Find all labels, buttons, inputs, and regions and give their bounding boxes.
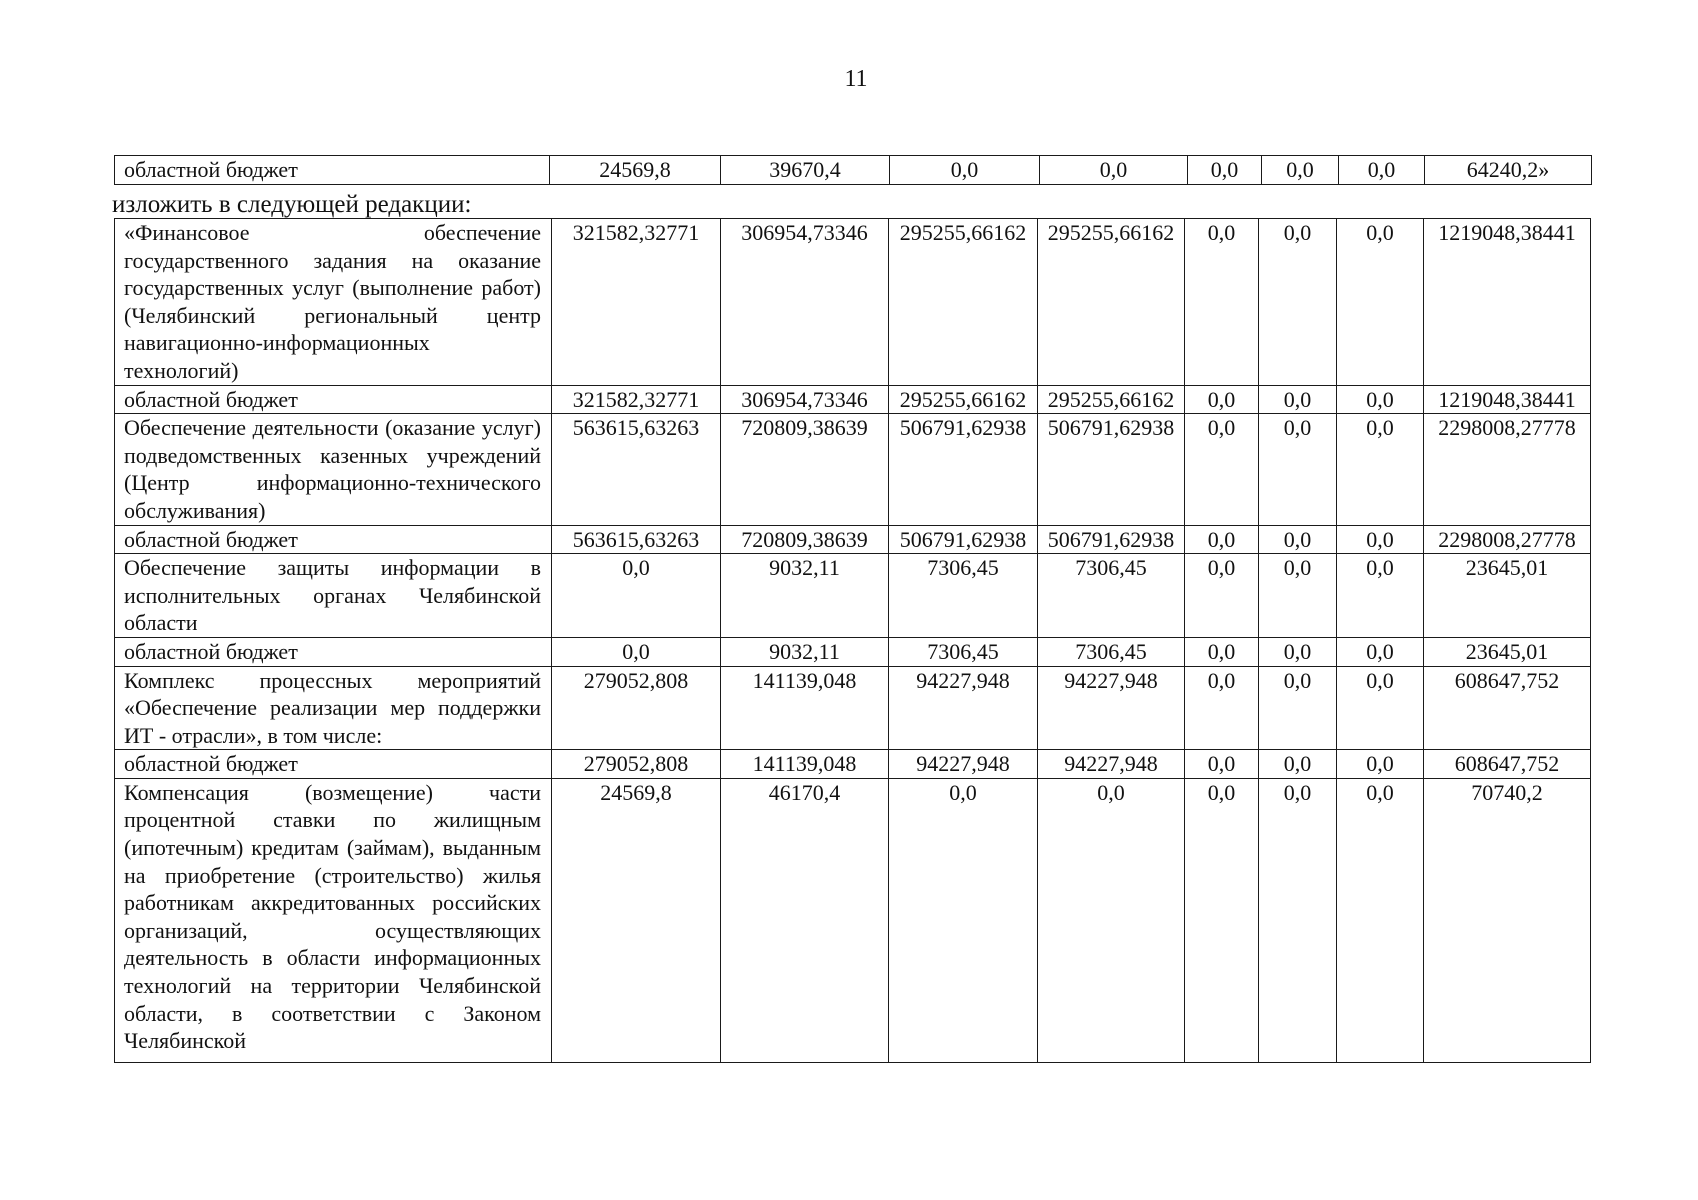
row-label: областной бюджет	[115, 750, 552, 779]
value-cell: 506791,62938	[1038, 525, 1185, 554]
value-cell: 295255,66162	[889, 219, 1038, 386]
amendment-phrase: изложить в следующей редакции:	[112, 191, 472, 218]
value-cell: 0,0	[1185, 637, 1259, 666]
value-cell: 24569,8	[550, 156, 721, 185]
value-cell: 39670,4	[721, 156, 890, 185]
value-cell: 506791,62938	[889, 525, 1038, 554]
budget-row	[115, 525, 1591, 554]
value-cell: 506791,62938	[889, 414, 1038, 525]
value-cell: 0,0	[1337, 414, 1424, 525]
value-cell: 0,0	[1259, 414, 1337, 525]
value-cell: 608647,752	[1424, 750, 1591, 779]
table-row	[115, 414, 1591, 525]
row-label: Комплекс процессных мероприятий «Обеспечение реализации мер поддержки ИТ - отрасли», в том числе:	[115, 666, 552, 750]
value-cell: 0,0	[1259, 554, 1337, 638]
value-cell: 295255,66162	[1038, 219, 1185, 386]
value-cell: 64240,2»	[1425, 156, 1592, 185]
value-cell: 608647,752	[1424, 666, 1591, 750]
row-label: Обеспечение защиты информации в исполнительных органах Челябинской области	[115, 554, 552, 638]
value-cell: 506791,62938	[1038, 414, 1185, 525]
row-label: областной бюджет	[115, 637, 552, 666]
value-cell: 0,0	[1185, 525, 1259, 554]
value-cell: 70740,2	[1424, 778, 1591, 1062]
value-cell: 720809,38639	[721, 525, 889, 554]
value-cell: 321582,32771	[552, 385, 721, 414]
row-label: областной бюджет	[115, 385, 552, 414]
value-cell: 0,0	[1259, 666, 1337, 750]
value-cell: 0,0	[1337, 525, 1424, 554]
row-label: «Финансовое обеспечение государственного задания на оказание государственных услуг (выполнение работ) (Челябинский региональный центр навигационно-информационных технологий)	[115, 219, 552, 386]
value-cell: 306954,73346	[721, 385, 889, 414]
value-cell: 279052,808	[552, 750, 721, 779]
value-cell: 24569,8	[552, 778, 721, 1062]
budget-row	[115, 637, 1591, 666]
value-cell: 46170,4	[721, 778, 889, 1062]
value-cell: 0,0	[1185, 414, 1259, 525]
value-cell: 0,0	[1337, 778, 1424, 1062]
value-cell: 1219048,38441	[1424, 219, 1591, 386]
value-cell: 0,0	[1337, 637, 1424, 666]
value-cell: 2298008,27778	[1424, 525, 1591, 554]
value-cell: 94227,948	[1038, 666, 1185, 750]
value-cell: 7306,45	[889, 637, 1038, 666]
value-cell: 0,0	[1337, 554, 1424, 638]
value-cell: 0,0	[889, 778, 1038, 1062]
value-cell: 0,0	[1259, 778, 1337, 1062]
value-cell: 7306,45	[1038, 554, 1185, 638]
value-cell: 0,0	[1040, 156, 1188, 185]
value-cell: 720809,38639	[721, 414, 889, 525]
value-cell: 94227,948	[889, 666, 1038, 750]
value-cell: 9032,11	[721, 637, 889, 666]
value-cell: 141139,048	[721, 666, 889, 750]
value-cell: 1219048,38441	[1424, 385, 1591, 414]
value-cell: 0,0	[1337, 219, 1424, 386]
value-cell: 0,0	[1259, 525, 1337, 554]
value-cell: 0,0	[1259, 637, 1337, 666]
value-cell: 321582,32771	[552, 219, 721, 386]
value-cell: 23645,01	[1424, 637, 1591, 666]
value-cell: 94227,948	[1038, 750, 1185, 779]
value-cell: 0,0	[1185, 750, 1259, 779]
value-cell: 0,0	[1038, 778, 1185, 1062]
value-cell: 0,0	[1259, 385, 1337, 414]
row-label: областной бюджет	[115, 156, 550, 185]
value-cell: 0,0	[1188, 156, 1262, 185]
row-label: Обеспечение деятельности (оказание услуг) подведомственных казенных учреждений (Центр информационно-технического обслуживания)	[115, 414, 552, 525]
value-cell: 306954,73346	[721, 219, 889, 386]
value-cell: 0,0	[1259, 219, 1337, 386]
value-cell: 2298008,27778	[1424, 414, 1591, 525]
value-cell: 0,0	[1185, 219, 1259, 386]
value-cell: 295255,66162	[889, 385, 1038, 414]
table-row	[115, 219, 1591, 386]
value-cell: 0,0	[1262, 156, 1339, 185]
value-cell: 0,0	[1185, 385, 1259, 414]
table-row	[115, 778, 1591, 1062]
value-cell: 7306,45	[1038, 637, 1185, 666]
value-cell: 0,0	[1337, 666, 1424, 750]
top-table	[114, 155, 1592, 185]
value-cell: 563615,63263	[552, 525, 721, 554]
value-cell: 563615,63263	[552, 414, 721, 525]
main-table	[114, 218, 1591, 1063]
value-cell: 0,0	[1185, 666, 1259, 750]
value-cell: 0,0	[552, 554, 721, 638]
value-cell: 94227,948	[889, 750, 1038, 779]
value-cell: 0,0	[1337, 750, 1424, 779]
value-cell: 0,0	[890, 156, 1040, 185]
value-cell: 23645,01	[1424, 554, 1591, 638]
value-cell: 0,0	[1185, 554, 1259, 638]
table-row	[115, 554, 1591, 638]
value-cell: 141139,048	[721, 750, 889, 779]
value-cell: 0,0	[1337, 385, 1424, 414]
value-cell: 9032,11	[721, 554, 889, 638]
value-cell: 295255,66162	[1038, 385, 1185, 414]
value-cell: 279052,808	[552, 666, 721, 750]
page-number: 11	[844, 66, 868, 92]
budget-row	[115, 385, 1591, 414]
value-cell: 0,0	[1259, 750, 1337, 779]
top-row	[115, 156, 1592, 185]
value-cell: 0,0	[1185, 778, 1259, 1062]
value-cell: 0,0	[1339, 156, 1425, 185]
value-cell: 7306,45	[889, 554, 1038, 638]
table-row	[115, 666, 1591, 750]
budget-row	[115, 750, 1591, 779]
row-label: Компенсация (возмещение) части процентной ставки по жилищным (ипотечным) кредитам (займам), выданным на приобретение (строительство) жилья работникам аккредитованных российских организаций, осуществляющих деятельность в области информационных технологий на территории Челябинской области, в соответствии с Законом Челябинской	[115, 778, 552, 1062]
row-label: областной бюджет	[115, 525, 552, 554]
value-cell: 0,0	[552, 637, 721, 666]
